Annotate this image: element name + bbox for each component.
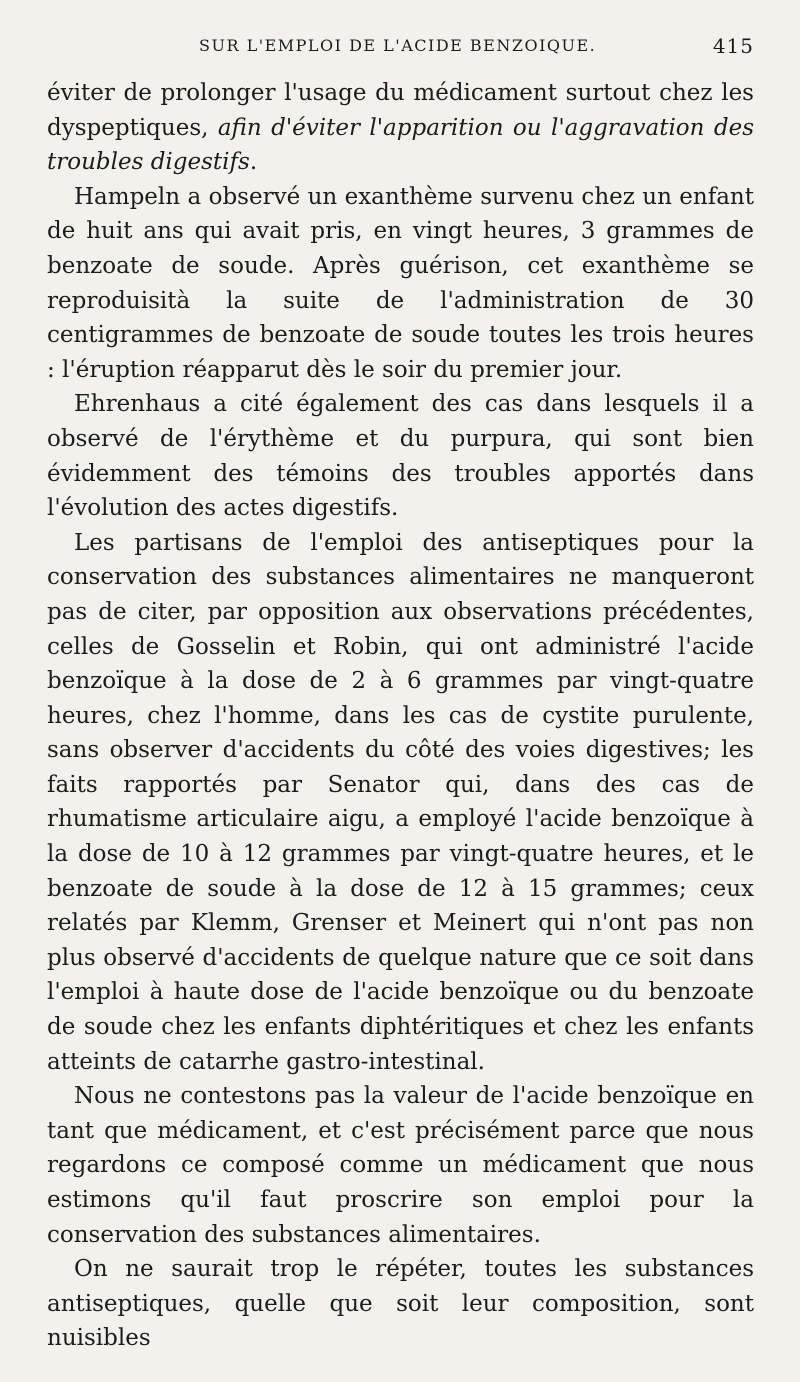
paragraph-2 bbox=[47, 180, 754, 388]
paragraph-2-text: Hampeln a observé un exanthème survenu chez un enfant de huit ans qui avait pris, en vingt heures, 3 grammes de benzoate de soude. Après guérison, cet exanthème se reproduisità la suite de l'administration de 30 centigrammes de benzoate de soude toutes les trois heures : l'éruption réapparut dès le soir du premier jour. bbox=[47, 183, 754, 383]
paragraph-3-text: Ehrenhaus a cité également des cas dans lesquels il a observé de l'érythème et du purpura, qui sont bien évidemment des témoins des troubles apportés dans l'évolution des actes digestifs. bbox=[47, 391, 754, 522]
paragraph-5 bbox=[47, 1079, 754, 1252]
page-number: 415 bbox=[712, 34, 754, 58]
body-text bbox=[47, 76, 754, 1356]
paragraph-6 bbox=[47, 1252, 754, 1356]
paragraph-1-italic: afin d'éviter l'apparition ou l'aggravation des troubles digestifs bbox=[47, 114, 755, 176]
paragraph-6-text: On ne saurait trop le répéter, toutes les substances antiseptiques, quelle que soit leur composition, sont nuisibles bbox=[47, 1256, 754, 1352]
paragraph-4 bbox=[47, 526, 754, 1080]
paragraph-1-text-a: éviter de prolonger l'usage du médicament surtout chez les dyspeptiques, bbox=[47, 80, 754, 141]
paragraph-1 bbox=[47, 76, 754, 180]
paragraph-5-text: Nous ne contestons pas la valeur de l'acide benzoïque en tant que médicament, et c'est précisément parce que nous regardons ce composé comme un médicament que nous estimons qu'il faut proscrire son emploi pour la conservation des substances alimentaires. bbox=[47, 1083, 754, 1248]
paragraph-4-text: Les partisans de l'emploi des antiseptiques pour la conservation des substances alimentaires ne manqueront pas de citer, par opposition aux observations précédentes, celles de Gosselin et Robin, qui ont administré l'acide benzoïque à la dose de 2 à 6 grammes par vingt-quatre heures, chez l'homme, dans les cas de cystite purulente, sans observer d'accidents du côté des voies digestives; les faits rapportés par Senator qui, dans des cas de rhumatisme articulaire aigu, a employé l'acide benzoïque à la dose de 10 à 12 grammes par vingt-quatre heures, et le benzoate de soude à la dose de 12 à 15 grammes; ceux relatés par Klemm, Grenser et Meinert qui n'ont pas non plus observé d'accidents de quelque nature que ce soit dans l'emploi à haute dose de l'acide benzoïque ou du benzoate de soude chez les enfants diphtéritiques et chez les enfants atteints de catarrhe gastro-intestinal. bbox=[47, 529, 754, 1075]
running-head bbox=[47, 36, 754, 76]
paragraph-1-text-b: . bbox=[249, 149, 258, 176]
running-title: SUR L'EMPLOI DE L'ACIDE BENZOIQUE. bbox=[199, 36, 597, 55]
paragraph-3 bbox=[47, 387, 754, 525]
